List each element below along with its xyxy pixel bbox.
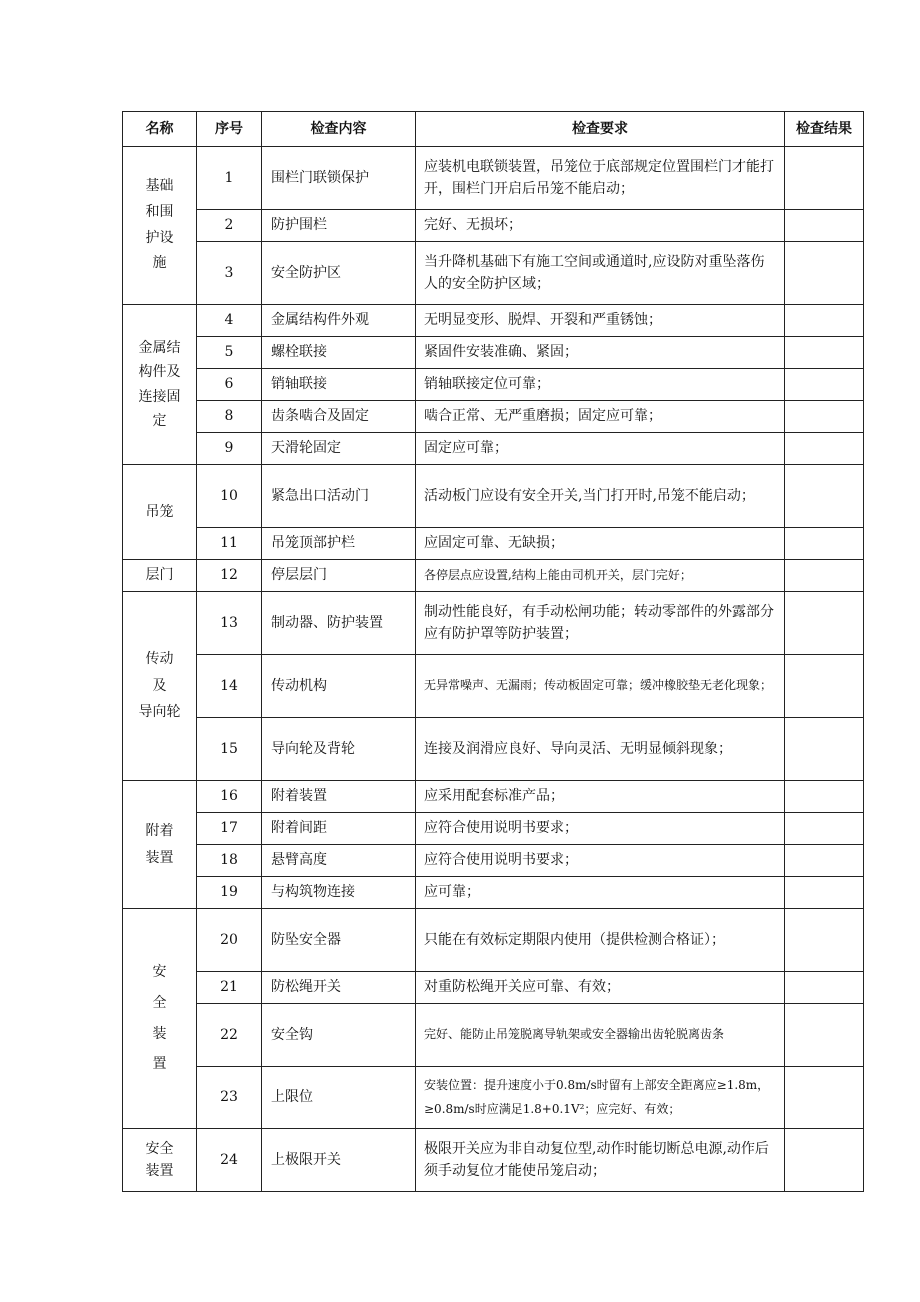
row-content: 防护围栏 [262, 210, 416, 242]
row-content: 围栏门联锁保护 [262, 147, 416, 210]
row-requirement: 当升降机基础下有施工空间或通道时,应设防对重坠落伤人的安全防护区域； [416, 242, 785, 305]
table-row [123, 528, 864, 560]
table-row [123, 401, 864, 433]
row-result[interactable] [785, 972, 864, 1004]
row-seq: 14 [197, 655, 262, 718]
row-seq: 21 [197, 972, 262, 1004]
row-content: 天滑轮固定 [262, 433, 416, 465]
table-row [123, 909, 864, 972]
table-row [123, 655, 864, 718]
row-seq: 19 [197, 877, 262, 909]
row-content: 金属结构件外观 [262, 305, 416, 337]
row-result[interactable] [785, 433, 864, 465]
row-seq: 15 [197, 718, 262, 781]
row-requirement: 销轴联接定位可靠； [416, 369, 785, 401]
row-result[interactable] [785, 528, 864, 560]
row-requirement: 紧固件安装准确、紧固； [416, 337, 785, 369]
row-result[interactable] [785, 1067, 864, 1129]
row-requirement: 完好、无损坏； [416, 210, 785, 242]
row-requirement: 应采用配套标准产品； [416, 781, 785, 813]
row-content: 与构筑物连接 [262, 877, 416, 909]
category-safety-device-2: 安全 装置 [123, 1129, 197, 1192]
header-name: 名称 [123, 112, 197, 147]
row-result[interactable] [785, 337, 864, 369]
row-requirement: 应固定可靠、无缺损； [416, 528, 785, 560]
row-result[interactable] [785, 401, 864, 433]
row-content: 制动器、防护装置 [262, 592, 416, 655]
row-result[interactable] [785, 845, 864, 877]
row-result[interactable] [785, 465, 864, 528]
table-row [123, 813, 864, 845]
row-result[interactable] [785, 305, 864, 337]
row-content: 附着装置 [262, 781, 416, 813]
row-result[interactable] [785, 369, 864, 401]
row-requirement: 极限开关应为非自动复位型,动作时能切断总电源,动作后须手动复位才能使吊笼启动； [416, 1129, 785, 1192]
header-seq: 序号 [197, 112, 262, 147]
row-requirement: 应符合使用说明书要求； [416, 813, 785, 845]
row-seq: 3 [197, 242, 262, 305]
category-cage: 吊笼 [123, 465, 197, 560]
row-content: 吊笼顶部护栏 [262, 528, 416, 560]
table-row [123, 972, 864, 1004]
row-seq: 10 [197, 465, 262, 528]
row-requirement: 活动板门应设有安全开关,当门打开时,吊笼不能启动； [416, 465, 785, 528]
row-content: 销轴联接 [262, 369, 416, 401]
row-content: 安全钩 [262, 1004, 416, 1067]
row-content: 防松绳开关 [262, 972, 416, 1004]
row-seq: 9 [197, 433, 262, 465]
row-result[interactable] [785, 781, 864, 813]
row-requirement: 安装位置：提升速度小于0.8m/s时留有上部安全距离应≥1.8m， ≥0.8m/s时应满足1.8+0.1V²；应完好、有效； [416, 1067, 785, 1129]
row-requirement: 完好、能防止吊笼脱离导轨架或安全器输出齿轮脱离齿条 [416, 1004, 785, 1067]
table-row [123, 718, 864, 781]
table-row [123, 305, 864, 337]
row-seq: 12 [197, 560, 262, 592]
row-seq: 11 [197, 528, 262, 560]
row-result[interactable] [785, 147, 864, 210]
row-seq: 23 [197, 1067, 262, 1129]
row-content: 紧急出口活动门 [262, 465, 416, 528]
header-row [123, 112, 864, 147]
row-requirement: 连接及润滑应良好、导向灵活、无明显倾斜现象； [416, 718, 785, 781]
row-seq: 17 [197, 813, 262, 845]
row-seq: 18 [197, 845, 262, 877]
row-seq: 6 [197, 369, 262, 401]
row-result[interactable] [785, 210, 864, 242]
row-seq: 13 [197, 592, 262, 655]
table-row [123, 369, 864, 401]
row-seq: 4 [197, 305, 262, 337]
row-result[interactable] [785, 242, 864, 305]
row-seq: 5 [197, 337, 262, 369]
header-content: 检查内容 [262, 112, 416, 147]
row-content: 停层层门 [262, 560, 416, 592]
header-result: 检查结果 [785, 112, 864, 147]
table-row [123, 560, 864, 592]
row-requirement: 制动性能良好，有手动松闸功能；转动零部件的外露部分应有防护罩等防护装置； [416, 592, 785, 655]
row-seq: 2 [197, 210, 262, 242]
table-row [123, 1004, 864, 1067]
row-content: 安全防护区 [262, 242, 416, 305]
category-safety-device: 安 全 装 置 [123, 909, 197, 1129]
table-row [123, 781, 864, 813]
row-requirement: 固定应可靠； [416, 433, 785, 465]
row-seq: 24 [197, 1129, 262, 1192]
row-result[interactable] [785, 1129, 864, 1192]
row-result[interactable] [785, 655, 864, 718]
row-result[interactable] [785, 592, 864, 655]
row-requirement: 各停层点应设置,结构上能由司机开关，层门完好； [416, 560, 785, 592]
row-content: 悬臂高度 [262, 845, 416, 877]
table-row [123, 465, 864, 528]
table-row [123, 433, 864, 465]
row-requirement: 应可靠； [416, 877, 785, 909]
table-row [123, 1067, 864, 1129]
table-row [123, 147, 864, 210]
table-row [123, 1129, 864, 1192]
row-result[interactable] [785, 909, 864, 972]
table-row [123, 337, 864, 369]
row-content: 导向轮及背轮 [262, 718, 416, 781]
row-seq: 22 [197, 1004, 262, 1067]
row-content: 附着间距 [262, 813, 416, 845]
row-content: 上限位 [262, 1067, 416, 1129]
row-requirement: 只能在有效标定期限内使用（提供检测合格证）； [416, 909, 785, 972]
row-requirement: 应符合使用说明书要求； [416, 845, 785, 877]
table-row [123, 845, 864, 877]
category-landing-door: 层门 [123, 560, 197, 592]
table-row [123, 877, 864, 909]
row-requirement: 对重防松绳开关应可靠、有效； [416, 972, 785, 1004]
row-seq: 16 [197, 781, 262, 813]
table-row [123, 210, 864, 242]
row-content: 上极限开关 [262, 1129, 416, 1192]
row-content: 防坠安全器 [262, 909, 416, 972]
table-row [123, 592, 864, 655]
row-requirement: 啮合正常、无严重磨损；固定应可靠； [416, 401, 785, 433]
row-seq: 1 [197, 147, 262, 210]
table-row [123, 242, 864, 305]
row-content: 传动机构 [262, 655, 416, 718]
row-result[interactable] [785, 718, 864, 781]
row-seq: 8 [197, 401, 262, 433]
row-seq: 20 [197, 909, 262, 972]
category-metal-structure: 金属结 构件及 连接固 定 [123, 305, 197, 465]
row-requirement: 无明显变形、脱焊、开裂和严重锈蚀； [416, 305, 785, 337]
category-transmission: 传动 及 导向轮 [123, 592, 197, 781]
inspection-table [122, 111, 864, 1192]
row-result[interactable] [785, 813, 864, 845]
category-foundation: 基础 和围 护设 施 [123, 147, 197, 305]
row-result[interactable] [785, 1004, 864, 1067]
category-attachment: 附着 装置 [123, 781, 197, 909]
row-content: 齿条啮合及固定 [262, 401, 416, 433]
row-requirement: 应装机电联锁装置，吊笼位于底部规定位置围栏门才能打开，围栏门开启后吊笼不能启动； [416, 147, 785, 210]
header-requirement: 检查要求 [416, 112, 785, 147]
row-result[interactable] [785, 877, 864, 909]
row-content: 螺栓联接 [262, 337, 416, 369]
row-requirement: 无异常噪声、无漏雨；传动板固定可靠；缓冲橡胶垫无老化现象； [416, 655, 785, 718]
row-result[interactable] [785, 560, 864, 592]
